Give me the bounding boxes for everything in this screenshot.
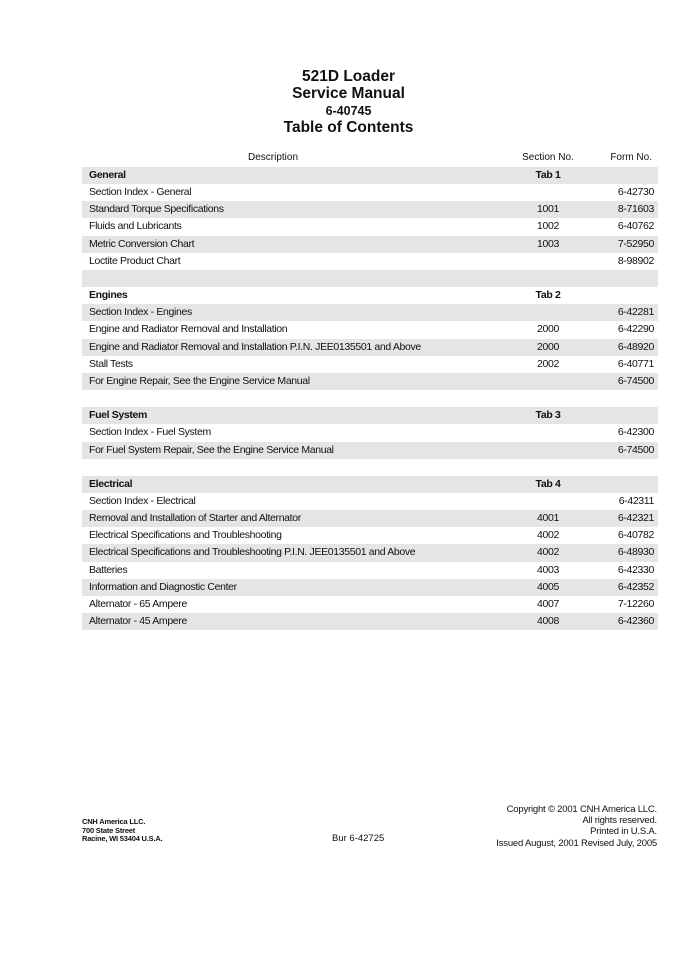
row-description: Loctite Product Chart xyxy=(89,254,181,267)
column-header-section: Section No. xyxy=(522,152,574,163)
table-row xyxy=(82,304,658,321)
table-row xyxy=(82,373,658,390)
table-row xyxy=(82,424,658,441)
row-description: Batteries xyxy=(89,563,128,576)
row-description: Electrical xyxy=(89,477,133,490)
table-row xyxy=(82,579,658,596)
company-name: CNH America LLC. xyxy=(82,817,146,826)
row-form-number: 6-40762 xyxy=(617,220,654,233)
row-form-number: 6-48920 xyxy=(617,340,654,353)
document-subtitle: Service Manual xyxy=(292,85,405,103)
row-form-number: 7-12260 xyxy=(617,597,654,610)
row-section-number: 4005 xyxy=(537,580,559,593)
row-section-number: 4002 xyxy=(537,529,559,542)
row-form-number: 6-74500 xyxy=(617,443,654,456)
table-row xyxy=(82,253,658,270)
row-section-number: 2000 xyxy=(537,340,559,353)
printed-line: Printed in U.S.A. xyxy=(590,826,657,838)
row-description: Standard Torque Specifications xyxy=(89,203,224,216)
row-description: Removal and Installation of Starter and Alternator xyxy=(89,512,301,525)
row-description: Engine and Radiator Removal and Installation P.I.N. JEE0135501 and Above xyxy=(89,340,421,353)
column-header-form: Form No. xyxy=(610,152,652,163)
row-form-number: 8-71603 xyxy=(617,203,654,216)
row-description: General xyxy=(89,169,126,181)
row-form-number: 6-42321 xyxy=(617,512,654,525)
row-description: Electrical Specifications and Troubleshooting xyxy=(89,529,282,542)
table-row xyxy=(82,562,658,579)
row-section-number: Tab 1 xyxy=(535,169,561,181)
row-description: Stall Tests xyxy=(89,357,133,370)
issued-line: Issued August, 2001 Revised July, 2005 xyxy=(496,837,657,849)
bur-number: Bur 6-42725 xyxy=(332,833,385,844)
document-header xyxy=(0,68,697,136)
row-description: Engine and Radiator Removal and Installation xyxy=(89,323,288,336)
row-description: Metric Conversion Chart xyxy=(89,237,195,250)
spacer-row xyxy=(82,270,658,287)
section-header-row xyxy=(82,167,658,184)
table-row xyxy=(82,184,658,201)
row-description: Electrical Specifications and Troubleshooting P.I.N. JEE0135501 and Above xyxy=(89,546,416,559)
row-form-number: 6-42352 xyxy=(617,580,654,593)
table-row xyxy=(82,510,658,527)
row-description: Section Index - Engines xyxy=(89,306,192,319)
row-section-number: 4007 xyxy=(537,597,559,610)
row-description: Fluids and Lubricants xyxy=(89,220,182,233)
row-section-number: 4008 xyxy=(537,615,559,628)
row-description: Information and Diagnostic Center xyxy=(89,580,237,593)
column-header-description: Description xyxy=(247,152,299,163)
row-section-number: 1003 xyxy=(537,237,559,250)
row-description: Section Index - General xyxy=(89,186,192,199)
row-form-number: 6-42281 xyxy=(617,306,654,319)
row-description: Alternator - 45 Ampere xyxy=(89,615,187,628)
company-street: 700 State Street xyxy=(82,825,136,835)
row-form-number: 7-52950 xyxy=(617,237,654,250)
section-header-row xyxy=(82,287,658,304)
row-description: Engines xyxy=(89,289,128,302)
column-headers xyxy=(82,152,658,166)
row-form-number: 8-98902 xyxy=(617,254,654,267)
row-section-number: 1002 xyxy=(537,220,559,233)
section-header-row xyxy=(82,476,658,493)
row-description: For Fuel System Repair, See the Engine Service Manual xyxy=(89,443,334,456)
company-address xyxy=(82,818,162,844)
table-row xyxy=(82,321,658,338)
table-row xyxy=(82,201,658,218)
table-row xyxy=(82,218,658,235)
table-row xyxy=(82,544,658,561)
rights-line: All rights reserved. xyxy=(582,815,657,827)
row-form-number: 6-42290 xyxy=(617,323,654,336)
section-header-row xyxy=(82,407,658,424)
document-title: 521D Loader xyxy=(301,68,396,85)
row-section-number: 2000 xyxy=(537,323,559,336)
document-number: 6-40745 xyxy=(325,103,372,118)
table-row xyxy=(82,493,658,510)
row-form-number: 6-40771 xyxy=(617,357,654,370)
row-form-number: 6-48930 xyxy=(617,546,654,559)
company-city: Racine, WI 53404 U.S.A. xyxy=(82,834,163,844)
row-description: For Engine Repair, See the Engine Service Manual xyxy=(89,374,310,387)
copyright-block xyxy=(496,804,657,849)
table-row xyxy=(82,527,658,544)
row-section-number: Tab 3 xyxy=(535,409,561,422)
row-section-number: Tab 4 xyxy=(535,477,561,490)
table-row xyxy=(82,356,658,373)
table-row xyxy=(82,596,658,613)
table-row xyxy=(82,236,658,253)
toc-table xyxy=(82,167,658,630)
spacer-row xyxy=(82,459,658,476)
row-section-number: 4002 xyxy=(537,546,559,559)
row-form-number: 6-42730 xyxy=(617,186,654,199)
row-section-number: 4001 xyxy=(537,512,559,525)
row-form-number: 6-42330 xyxy=(617,563,654,576)
row-form-number: 6-40782 xyxy=(617,529,654,542)
row-section-number: Tab 2 xyxy=(535,289,561,302)
row-form-number: 6-42311 xyxy=(618,494,654,507)
row-description: Section Index - Electrical xyxy=(89,494,196,507)
table-row xyxy=(82,442,658,459)
row-description: Alternator - 65 Ampere xyxy=(89,597,187,610)
row-description: Section Index - Fuel System xyxy=(89,426,211,439)
row-description: Fuel System xyxy=(89,409,148,422)
table-row xyxy=(82,613,658,630)
row-form-number: 6-42360 xyxy=(617,615,654,628)
table-row xyxy=(82,339,658,356)
copyright-line: Copyright © 2001 CNH America LLC. xyxy=(506,804,657,815)
toc-heading: Table of Contents xyxy=(283,118,414,136)
row-section-number: 1001 xyxy=(537,203,559,216)
row-section-number: 4003 xyxy=(537,563,559,576)
row-section-number: 2002 xyxy=(537,357,559,370)
row-form-number: 6-74500 xyxy=(617,374,654,387)
row-form-number: 6-42300 xyxy=(617,426,654,439)
spacer-row xyxy=(82,390,658,407)
